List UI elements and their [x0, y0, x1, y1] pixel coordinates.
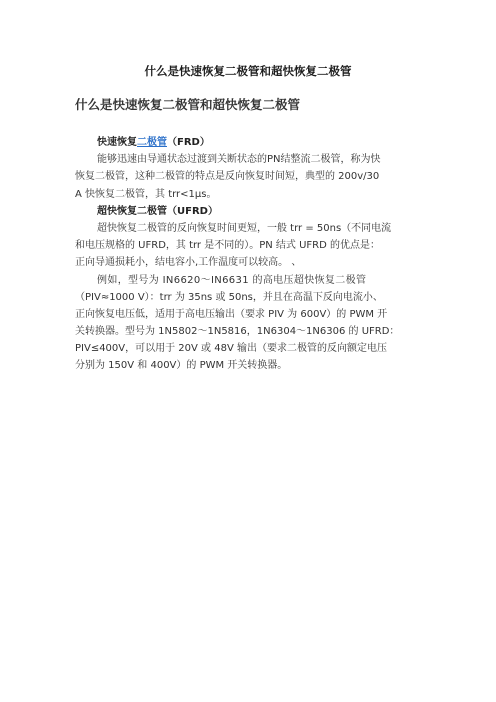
document-title: 什么是快速恢复二极管和超快恢复二极管: [144, 64, 352, 78]
diode-link[interactable]: 二极管: [137, 137, 167, 148]
example-line-2: （PIV≈1000 V）：trr 为 35ns 或 50ns，并且在高温下反向电流小、: [75, 291, 383, 303]
document-heading: 什么是快速恢复二极管和超快恢复二极管: [75, 97, 301, 112]
example-line-4: 关转换器。型号为 1N5802～1N5816，1N6304～1N6306 的 UFRD：: [75, 326, 400, 338]
frd-line-1: 能够迅速由导通状态过渡到关断状态的PN结整流二极管，称为快: [97, 154, 381, 166]
ufrd-line-3: 正向导通损耗小，结电容小,工作温度可以较高。 、: [75, 257, 302, 269]
example-line-6: 分别为 150V 和 400V）的 PWM 开关转换器。: [75, 360, 288, 372]
frd-label-prefix: 快速恢复: [97, 137, 137, 148]
ufrd-line-2: 和电压规格的 UFRD，其 trr 是不同的）。PN 结式 UFRD 的优点是：: [75, 240, 380, 252]
frd-line-2: 恢复二极管，这种二极管的特点是反向恢复时间短，典型的 200v/30: [75, 171, 380, 183]
example-line-5: PIV≤400V，可以用于 20V 或 48V 输出（要求二极管的反向额定电压: [75, 343, 387, 355]
frd-label: [75, 134, 423, 151]
example-line-3: 正向恢复电压低，适用于高电压输出（要求 PIV 为 600V）的 PWM 开: [75, 308, 388, 320]
frd-line-3: A 快恢复二极管，其 trr<1μs。: [75, 188, 217, 200]
document-body: [75, 134, 423, 375]
ufrd-label: 超快恢复二极管（UFRD）: [97, 205, 218, 217]
frd-label-suffix: （FRD）: [167, 137, 210, 148]
ufrd-line-1: 超快恢复二极管的反向恢复时间更短，一般 trr = 50ns（不同电流: [97, 222, 392, 234]
example-line-1: 例如，型号为 IN6620～IN6631 的高电压超快恢复二极管: [97, 274, 367, 286]
